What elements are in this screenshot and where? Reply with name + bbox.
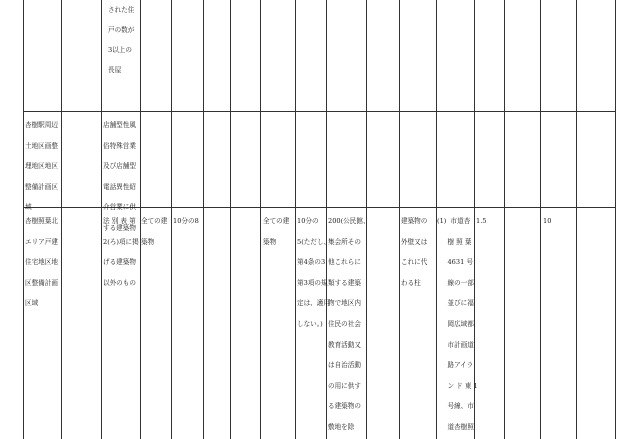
table-rule (23, 111, 615, 112)
column-rule (260, 0, 261, 439)
row3-col5-text: 10分の8 (173, 217, 199, 225)
row3-col8-text: 全ての建 築物 (263, 217, 290, 246)
column-rule (203, 0, 204, 439)
column-rule (230, 0, 231, 439)
row3-col3-text: 法 別 表 第 2(ろ)項に掲 げる建築物 以外のもの (103, 217, 139, 287)
row3-col17-text: 10 (543, 217, 552, 225)
column-rule (504, 0, 505, 439)
row3-col14-text: 1.5 (476, 217, 487, 225)
column-rule (615, 0, 616, 439)
row3-col4-text: 全ての建 築物 (141, 217, 168, 246)
row2-col3-text: 店舗型性風 俗特殊営業 及び店舗型 電話異性紹 介営業に供 する建築物 (103, 121, 136, 232)
row2-col1-text: 杏樹駅周辺 土地区画整 理地区地区 整備計画区 域 (25, 121, 58, 212)
row3-col12-text: 建築物の 外壁又は これに代 わる柱 (401, 217, 428, 287)
column-rule (576, 0, 577, 439)
row3-col9-text: 10分の 5(ただし、 第4条の3 第3項の規 定は、適用 しない。) (297, 217, 331, 328)
column-rule (61, 0, 62, 439)
row3-col1-text: 杏樹照葉北 エリア戸建 住宅地区地 区整備計画 区域 (25, 217, 58, 308)
row1-col3-text: された住 戸の数が 3以上の 長屋 (108, 6, 135, 74)
column-rule (23, 0, 24, 439)
column-rule (101, 0, 102, 439)
column-rule (399, 0, 400, 439)
row3-col13-text: (1) 市道杏 樹 照 葉 4631 号 線の一部 並びに福 岡広域都 市計画道 路アイラ ン ド 東 1 号線、市 道杏樹照 (437, 217, 478, 431)
column-rule (295, 0, 296, 439)
column-rule (540, 0, 541, 439)
row3-col10-text: 200(公民館、 集会所その 他これらに 類する建築 物で地区内 住民の社会 教育活動又 は自治活動 の用に供す る建築物の 敷地を除 (328, 217, 370, 431)
column-rule (171, 0, 172, 439)
